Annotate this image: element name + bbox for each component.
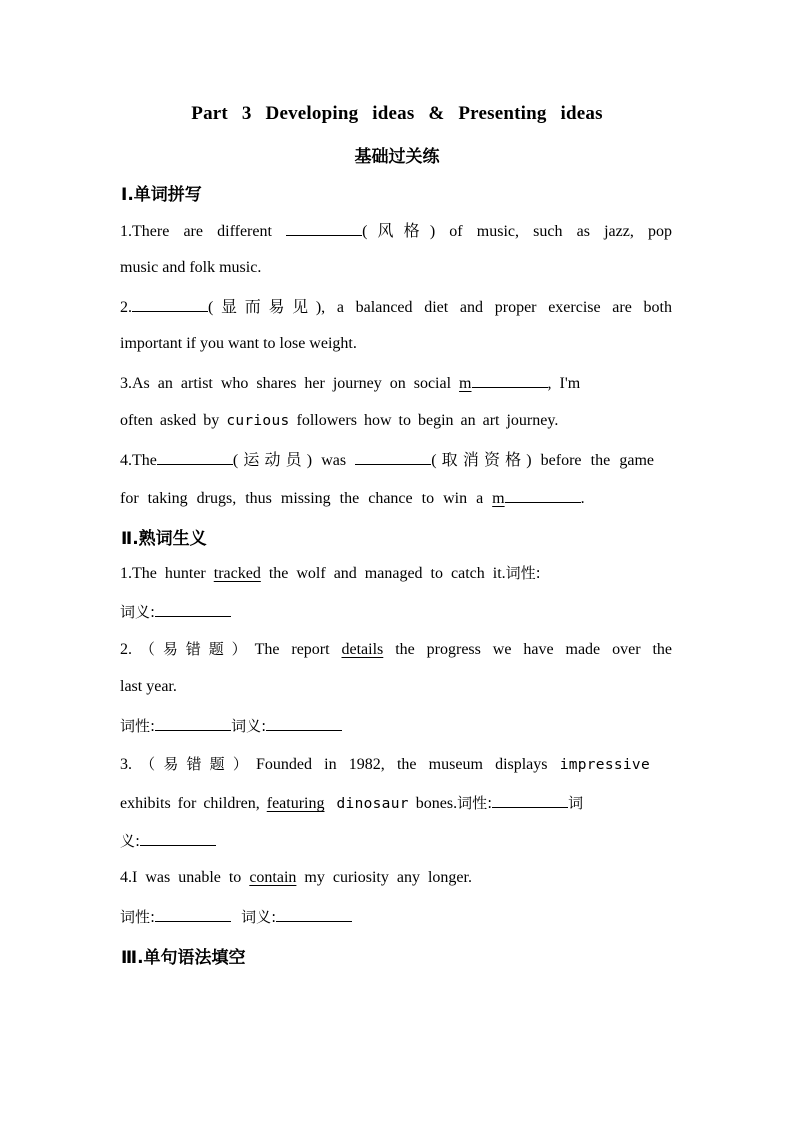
section-heading-spelling: Ⅰ.单词拼写 (121, 185, 202, 205)
answer-blank[interactable] (355, 448, 431, 465)
answer-blank[interactable] (132, 295, 208, 312)
page-title: Part 3 Developing ideas & Presenting ideas (191, 103, 603, 124)
answer-blank[interactable] (155, 714, 231, 731)
q2-item3-line2: exhibits for children, featuring dinosaur bones.词性: 词 (120, 791, 583, 815)
section-heading-meanings: Ⅱ.熟词生义 (121, 529, 207, 549)
answer-blank[interactable] (140, 829, 216, 846)
answer-blank[interactable] (157, 448, 233, 465)
q2-item4-line2: 词性: 词义: (120, 905, 352, 929)
q1-item4-line2: for taking drugs, thus missing the chance to win a m . (120, 486, 585, 510)
q2-item1-line1: 1.The hunter tracked the wolf and managed to catch it.词性: (120, 564, 541, 582)
q2-item2-line1: 2.（易错题）The report details the progress we have made over the (120, 640, 672, 658)
answer-blank[interactable] (266, 714, 342, 731)
section-heading-grammar: Ⅲ.单句语法填空 (121, 948, 246, 968)
answer-blank[interactable] (155, 600, 231, 617)
q1-item1-line1: 1.There are different (风格) of music, such as jazz, pop (120, 219, 672, 243)
q1-item2-line2: important if you want to lose weight. (120, 335, 357, 352)
q1-item1-line2: music and folk music. (120, 259, 262, 276)
q2-item4-line1: 4.I was unable to contain my curiosity any longer. (120, 869, 472, 886)
q1-item3-line1: 3.As an artist who shares her journey on social m , I'm (120, 371, 580, 395)
answer-blank[interactable] (472, 371, 548, 388)
q1-item3-line2: often asked by curious followers how to begin an art journey. (120, 412, 559, 429)
q2-item2-line2: last year. (120, 678, 177, 695)
q1-item2-line1: 2. (显而易见), a balanced diet and proper exercise are both (120, 295, 672, 319)
answer-blank[interactable] (492, 791, 568, 808)
answer-blank[interactable] (286, 219, 362, 236)
answer-blank[interactable] (505, 486, 581, 503)
q2-item3-line1: 3.（易错题）Founded in 1982, the museum displays impressive (120, 755, 650, 773)
q2-item1-line2: 词义: (120, 600, 231, 624)
answer-blank[interactable] (155, 905, 231, 922)
q2-item3-line3: 义: (120, 829, 216, 853)
page-subtitle: 基础过关练 (354, 147, 440, 167)
q1-item4-line1: 4.The (运动员) was (取消资格) before the game (120, 448, 654, 472)
answer-blank[interactable] (276, 905, 352, 922)
q2-item2-line3: 词性: 词义: (120, 714, 342, 738)
